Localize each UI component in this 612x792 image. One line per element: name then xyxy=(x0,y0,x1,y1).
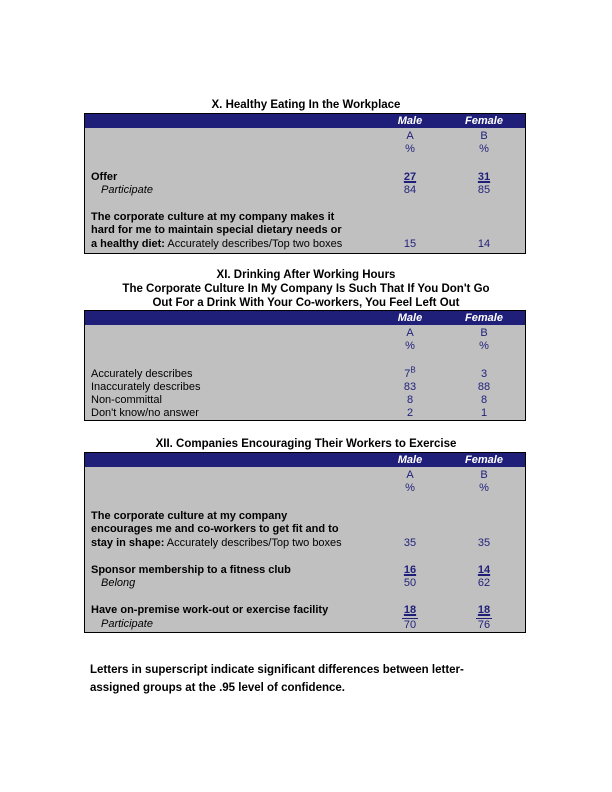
row-male: 2 xyxy=(406,407,414,419)
sponsor-label: Sponsor membership to a fitness club xyxy=(91,564,291,576)
onprem-female: 18 xyxy=(477,604,491,616)
culture-line-2: hard for me to maintain special dietary needs or xyxy=(91,224,342,236)
table-header xyxy=(85,311,525,325)
belong-female: 62 xyxy=(477,577,491,589)
section-x-table xyxy=(84,113,526,254)
culture-line-1: The corporate culture at my company xyxy=(91,510,288,522)
header-male: Male xyxy=(397,115,423,127)
participate-male: 84 xyxy=(403,184,417,196)
belong-label: Belong xyxy=(101,577,136,589)
section-xi-title-2: The Corporate Culture In My Company Is Such That If You Don't Go xyxy=(122,283,490,295)
sponsor-female: 14 xyxy=(477,564,491,576)
row-male: 8 xyxy=(406,394,414,406)
table-header xyxy=(85,453,525,467)
culture-line-3: a healthy diet: Accurately describes/Top two boxes xyxy=(91,238,343,250)
section-xii-title: XII. Companies Encouraging Their Workers to Exercise xyxy=(155,438,457,450)
row-label: Non-committal xyxy=(91,394,162,406)
table-header xyxy=(85,114,525,128)
row-label: Accurately describes xyxy=(91,368,193,380)
col-a-label: A xyxy=(406,469,414,481)
section-xi-title-1: XI. Drinking After Working Hours xyxy=(216,269,396,281)
col-a-label: A xyxy=(406,130,414,142)
header-male: Male xyxy=(397,312,423,324)
culture-line-2: encourages me and co-workers to get fit and to xyxy=(91,523,339,535)
col-b-label: B xyxy=(480,130,488,142)
row-label: Inaccurately describes xyxy=(91,381,201,393)
header-female: Female xyxy=(465,454,503,466)
footnote-line-1: Letters in superscript indicate significant differences between letter- xyxy=(90,664,464,676)
culture-female: 35 xyxy=(477,537,491,549)
culture-female: 14 xyxy=(477,238,491,250)
section-xi-table xyxy=(84,310,526,421)
col-b-label: B xyxy=(480,327,488,339)
row-male: 83 xyxy=(403,381,417,393)
row-label: Don't know/no answer xyxy=(91,407,199,419)
col-b-pct: % xyxy=(479,143,489,155)
culture-male: 35 xyxy=(403,537,417,549)
col-a-pct: % xyxy=(405,143,415,155)
section-xi-title-3: Out For a Drink With Your Co-workers, You Feel Left Out xyxy=(152,297,460,309)
sponsor-male: 16 xyxy=(403,564,417,576)
offer-label: Offer xyxy=(91,171,118,183)
col-a-label: A xyxy=(406,327,414,339)
row-female: 1 xyxy=(480,407,488,419)
row-male: $7^B$ xyxy=(404,365,416,380)
col-a-pct: % xyxy=(405,340,415,352)
culture-male: 15 xyxy=(403,238,417,250)
significance-superscript: B xyxy=(410,365,416,375)
footnote xyxy=(90,661,530,697)
culture-line-3: stay in shape: Accurately describes/Top two boxes xyxy=(91,537,342,549)
participate-female: 76 xyxy=(477,619,491,631)
col-b-pct: % xyxy=(479,482,489,494)
header-male: Male xyxy=(397,454,423,466)
header-female: Female xyxy=(465,312,503,324)
culture-line-1: The corporate culture at my company makes it xyxy=(91,211,335,223)
section-x-title: X. Healthy Eating In the Workplace xyxy=(211,99,401,111)
belong-male: 50 xyxy=(403,577,417,589)
onprem-label: Have on-premise work-out or exercise facility xyxy=(91,604,329,616)
col-b-label: B xyxy=(480,469,488,481)
participate-label: Participate xyxy=(101,618,153,630)
row-female: 3 xyxy=(480,368,488,380)
col-b-pct: % xyxy=(479,340,489,352)
participate-male: 70 xyxy=(403,619,417,631)
col-a-pct: % xyxy=(405,482,415,494)
participate-label: Participate xyxy=(101,184,153,196)
section-xii-table xyxy=(84,452,526,633)
offer-male: 27 xyxy=(403,171,417,183)
offer-female: 31 xyxy=(477,171,491,183)
footnote-line-2: assigned groups at the .95 level of confidence. xyxy=(90,682,345,694)
onprem-male: 18 xyxy=(403,604,417,616)
participate-female: 85 xyxy=(477,184,491,196)
row-female: 88 xyxy=(477,381,491,393)
header-female: Female xyxy=(465,115,503,127)
row-female: 8 xyxy=(480,394,488,406)
